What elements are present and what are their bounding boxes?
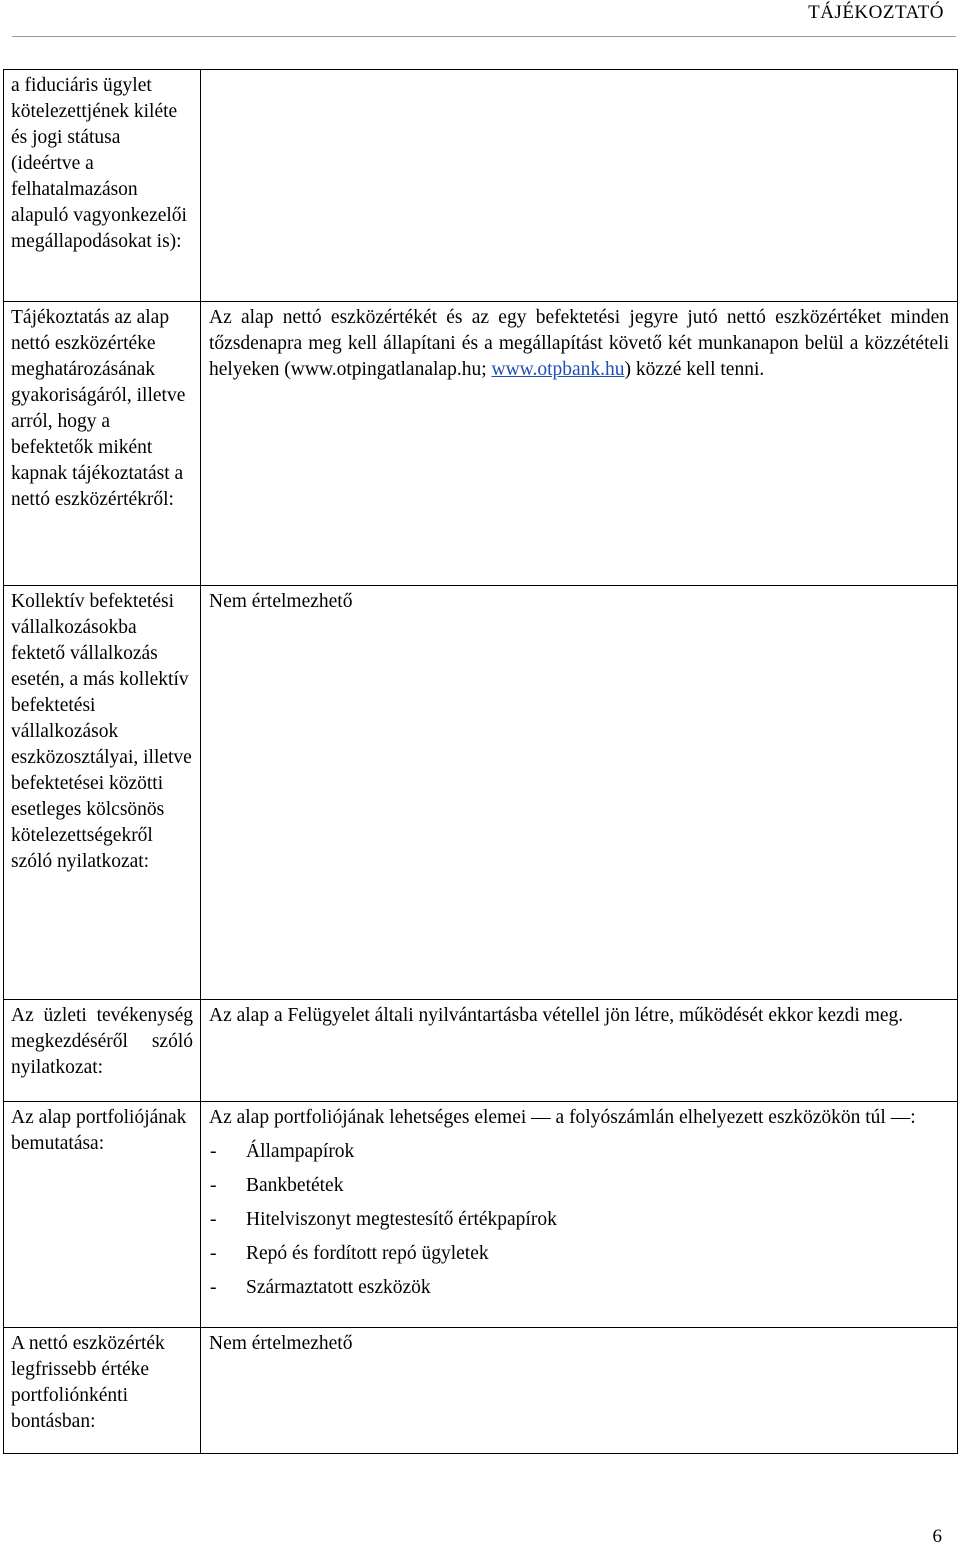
list-item [209, 1169, 949, 1203]
dash-bullet: - [210, 1243, 217, 1264]
document-header-title: TÁJÉKOZTATÓ [808, 2, 944, 23]
portfolio-item-label: Állampapírok [246, 1141, 355, 1162]
page-number: 6 [932, 1526, 942, 1547]
table-row [4, 302, 958, 586]
table-row [4, 1328, 958, 1454]
portfolio-item-label: Származtatott eszközök [246, 1277, 431, 1298]
header-divider [12, 36, 956, 37]
row-label-business-start: Az üzleti tevékenység megkezdéséről szóló nyilatkozat: [4, 1000, 201, 1102]
dash-bullet: - [210, 1209, 217, 1230]
list-item [209, 1203, 949, 1237]
portfolio-item-label: Repó és fordított repó ügyletek [246, 1243, 489, 1264]
row-value-portfolio [201, 1102, 958, 1328]
portfolio-list [209, 1135, 949, 1305]
dash-bullet: - [210, 1277, 217, 1298]
row-label-nav-frequency: Tájékoztatás az alap nettó eszközértéke meghatározásának gyakoriságáról, illetve arról, hogy a befektetők miként kapnak tájékoztatást a nettó eszközértékről: [4, 302, 201, 586]
row-value-nav-frequency [201, 302, 958, 586]
row-label-mutual-obligations: Kollektív befektetési vállalkozásokba fektető vállalkozás esetén, a más kollektív befektetési vállalkozások eszközosztályai, illetve befektetései közötti esetleges kölcsönös kötelezettségekről szóló nyilatkozat: [4, 586, 201, 1000]
otpbank-link[interactable]: www.otpbank.hu [491, 359, 625, 380]
portfolio-item-label: Hitelviszonyt megtestesítő értékpapírok [246, 1209, 557, 1230]
row-value-fiduciary [201, 70, 958, 302]
list-item [209, 1135, 949, 1169]
row-label-latest-nav: A nettó eszközérték legfrissebb értéke portfoliónkénti bontásban: [4, 1328, 201, 1454]
row-value-latest-nav: Nem értelmezhető [201, 1328, 958, 1454]
table-row [4, 586, 958, 1000]
table-row [4, 70, 958, 302]
nav-frequency-text: Az alap nettó eszközértékét és az egy befektetési jegyre jutó nettó eszközértéket minden tőzsdenapra meg kell állapítani és a megállapítást követő két munkanapon belül a közzétételi helyeken (www.otpingatlanalap.hu; [209, 307, 949, 380]
portfolio-intro: Az alap portfoliójának lehetséges elemei — a folyószámlán elhelyezett eszközökön túl —: [209, 1107, 916, 1128]
row-value-business-start: Az alap a Felügyelet általi nyilvántartásba vétellel jön létre, működését ekkor kezdi meg. [201, 1000, 958, 1102]
row-label-portfolio: Az alap portfoliójának bemutatása: [4, 1102, 201, 1328]
row-label-fiduciary: a fiduciáris ügylet kötelezettjének kiléte és jogi státusa (ideértve a felhatalmazáson alapuló vagyonkezelői megállapodásokat is): [4, 70, 201, 302]
table-row [4, 1000, 958, 1102]
list-item [209, 1271, 949, 1305]
info-table [3, 69, 958, 1454]
portfolio-item-label: Bankbetétek [246, 1175, 344, 1196]
dash-bullet: - [210, 1141, 217, 1162]
table-row [4, 1102, 958, 1328]
list-item [209, 1237, 949, 1271]
row-value-mutual-obligations: Nem értelmezhető [201, 586, 958, 1000]
nav-frequency-text-end: ) közzé kell tenni. [624, 359, 765, 380]
dash-bullet: - [210, 1175, 217, 1196]
